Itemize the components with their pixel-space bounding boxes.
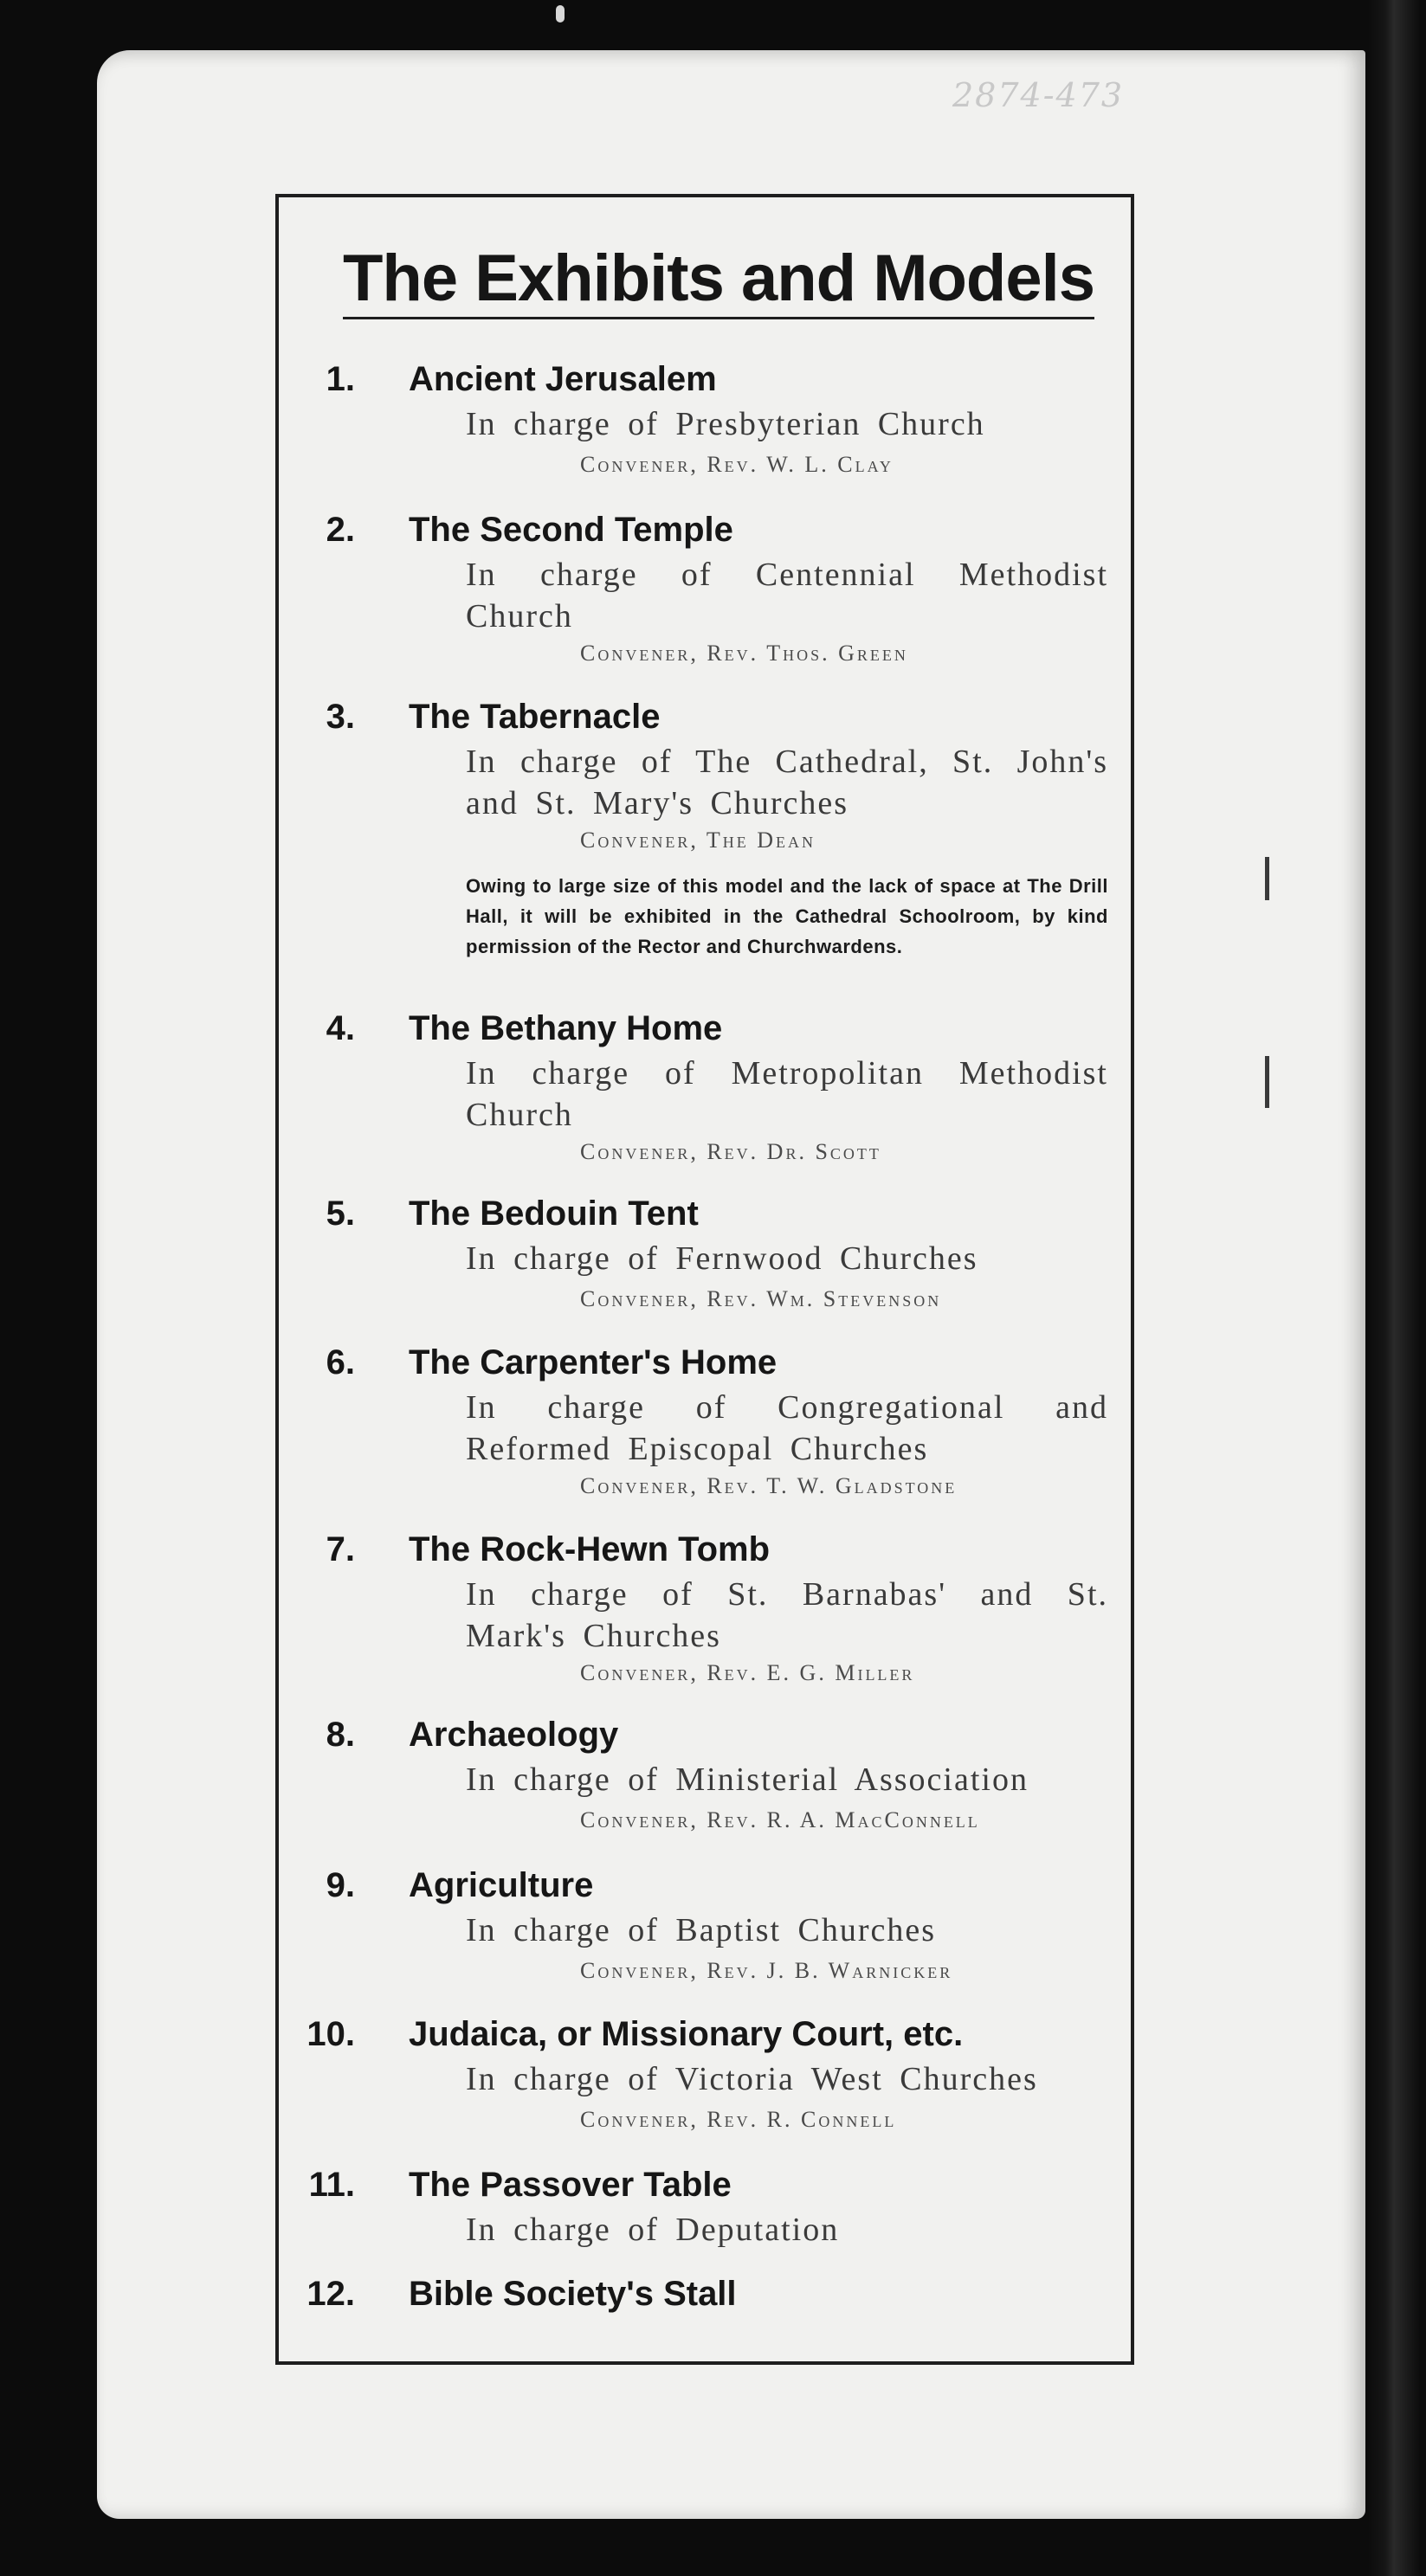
- exhibit-convener: Convener, Rev. E. G. Miller: [580, 1660, 915, 1685]
- exhibit-in-charge: In charge of Centennial Methodist Church: [466, 557, 1108, 634]
- exhibit-in-charge: In charge of Victoria West Churches: [466, 2061, 1038, 2097]
- fold-mark: [1265, 1056, 1269, 1108]
- exhibit-convener: Convener, Rev. R. Connell: [580, 2107, 897, 2132]
- exhibit-in-charge: In charge of Ministerial Association: [466, 1761, 1029, 1798]
- exhibit-in-charge: In charge of The Cathedral, St. John's and St. Mary's Churches: [466, 744, 1108, 821]
- exhibit-number: 10.: [306, 2015, 355, 2053]
- exhibit-number: 1.: [326, 360, 355, 398]
- exhibit-number: 12.: [306, 2275, 355, 2313]
- scan-edge-strip: [1368, 0, 1426, 2576]
- exhibit-title: The Bedouin Tent: [409, 1195, 699, 1233]
- exhibit-convener: Convener, The Dean: [580, 828, 816, 853]
- exhibit-title: The Second Temple: [409, 511, 733, 549]
- exhibit-convener: Convener, Rev. J. B. Warnicker: [580, 1958, 953, 1983]
- exhibit-title: Archaeology: [409, 1716, 619, 1754]
- exhibit-title: Ancient Jerusalem: [409, 360, 717, 398]
- handwritten-catalog-number: 2874-473: [952, 76, 1125, 114]
- exhibit-number: 4.: [326, 1009, 355, 1047]
- exhibit-number: 11.: [308, 2166, 355, 2204]
- exhibit-number: 5.: [326, 1195, 355, 1233]
- exhibit-title: The Rock-Hewn Tomb: [409, 1530, 771, 1568]
- exhibit-in-charge: In charge of St. Barnabas' and St. Mark's Churches: [466, 1576, 1108, 1654]
- exhibit-title: The Bethany Home: [409, 1009, 723, 1047]
- exhibit-in-charge: In charge of Fernwood Churches: [466, 1240, 978, 1277]
- fold-mark: [1265, 857, 1269, 900]
- exhibit-convener: Convener, Rev. Dr. Scott: [580, 1139, 881, 1164]
- exhibit-title: Judaica, or Missionary Court, etc.: [409, 2015, 964, 2053]
- exhibit-in-charge: In charge of Deputation: [466, 2212, 840, 2248]
- exhibit-number: 9.: [326, 1866, 355, 1904]
- exhibits-panel: [275, 194, 1134, 2365]
- page-title: The Exhibits and Models: [343, 246, 1094, 319]
- exhibit-number: 8.: [326, 1716, 355, 1754]
- exhibit-convener: Convener, Rev. W. L. Clay: [580, 452, 894, 477]
- exhibit-convener: Convener, Rev. T. W. Gladstone: [580, 1473, 958, 1498]
- exhibit-number: 7.: [326, 1530, 355, 1568]
- exhibit-notice: Owing to large size of this model and the lack of space at The Drill Hall, it will be exhibited in the Cathedral Schoolroom, by kind permission of the Rector and Churchwardens.: [466, 875, 1108, 957]
- exhibit-title: Agriculture: [409, 1866, 594, 1904]
- exhibit-title: The Tabernacle: [409, 698, 661, 736]
- exhibit-in-charge: In charge of Metropolitan Methodist Church: [466, 1055, 1108, 1133]
- exhibit-convener: Convener, Rev. R. A. MacConnell: [580, 1807, 980, 1832]
- exhibit-in-charge: In charge of Baptist Churches: [466, 1912, 937, 1948]
- exhibit-number: 2.: [326, 511, 355, 549]
- exhibit-convener: Convener, Rev. Thos. Green: [580, 641, 908, 666]
- exhibit-title: The Passover Table: [409, 2166, 732, 2204]
- punch-mark: [556, 5, 565, 23]
- exhibit-in-charge: In charge of Congregational and Reformed Episcopal Churches: [466, 1389, 1108, 1467]
- exhibit-convener: Convener, Rev. Wm. Stevenson: [580, 1286, 942, 1311]
- exhibit-title: Bible Society's Stall: [409, 2275, 737, 2313]
- exhibit-number: 6.: [326, 1343, 355, 1381]
- exhibit-title: The Carpenter's Home: [409, 1343, 778, 1381]
- exhibit-number: 3.: [326, 698, 355, 736]
- exhibit-in-charge: In charge of Presbyterian Church: [466, 406, 985, 442]
